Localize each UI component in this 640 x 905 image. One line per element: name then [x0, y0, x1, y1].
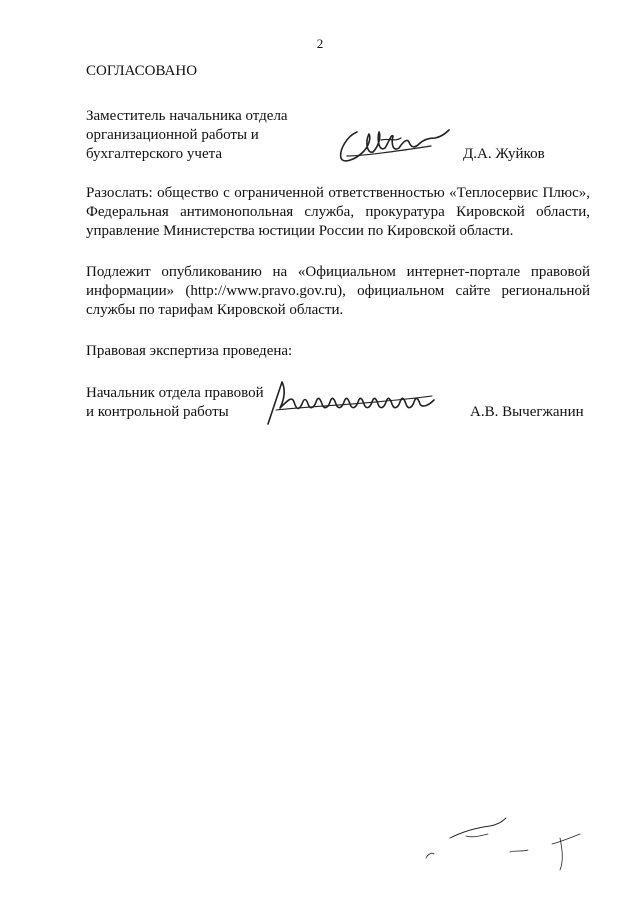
approval-name: Д.А. Жуйков	[463, 146, 545, 162]
approval-heading: СОГЛАСОВАНО	[86, 63, 198, 79]
approval-position-line-1: Заместитель начальника отдела	[86, 108, 288, 124]
legal-position-line-1: Начальник отдела правовой	[86, 385, 264, 401]
page-number: 2	[316, 36, 324, 51]
approval-signature	[335, 126, 455, 166]
approval-position-line-2: организационной работы и	[86, 127, 259, 143]
legal-position-line-2: и контрольной работы	[86, 404, 229, 420]
faint-ink-marks	[410, 808, 610, 888]
approval-position-line-3: бухгалтерского учета	[86, 146, 223, 162]
legal-signature	[262, 378, 442, 428]
legal-review-text: Правовая экспертиза проведена:	[86, 343, 293, 359]
distribution-paragraph: Разослать: общество с ограниченной ответственностью «Теплосервис Плюс», Федеральная антимонопольная служба, прокуратура Кировской области, управление Министерства юстиции России по Кировской области.	[86, 185, 590, 239]
legal-signatory-name: А.В. Вычегжанин	[470, 404, 584, 420]
publication-paragraph: Подлежит опубликованию на «Официальном интернет-портале правовой информации» (http://www.pravo.gov.ru), официальном сайте региональной службы по тарифам Кировской области.	[86, 264, 590, 318]
